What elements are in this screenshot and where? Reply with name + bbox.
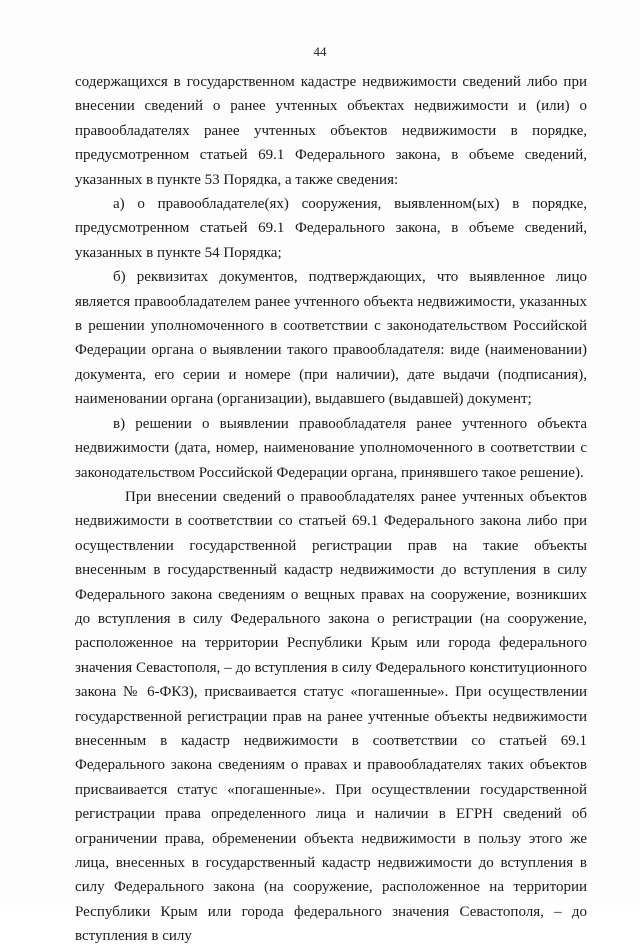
- paragraph-item-b: б) реквизитах документов, подтверждающих, что выявленное лицо является правообладателем ранее учтенного объекта недвижимости, указанных в решении уполномоченного в соответствии с законодательством Российской Федерации органа о выявлении такого правообладателя: виде (наименовании) документа, его серии и номере (при наличии), дате выдачи (подписания), наименовании органа (организации), выдавшего (выдавшей) документ;: [75, 269, 587, 408]
- paragraph-item-a: а) о правообладателе(ях) сооружения, выявленном(ых) в порядке, предусмотренном статьей 69.1 Федерального закона, в объеме сведений, указанных в пункте 54 Порядка;: [75, 196, 587, 261]
- paragraph-main: При внесении сведений о правообладателях ранее учтенных объектов недвижимости в соответствии со статьей 69.1 Федерального закона либо при осуществлении государственной регистрации прав на такие объекты внесенным в государственный кадастр недвижимости до вступления в силу Федерального закона сведениям о вещных правах на сооружение, возникших до вступления в силу Федерального закона о регистрации (на сооружение, расположенное на территории Республики Крым или города федерального значения Севастополя, – до вступления в силу Федерального конституционного закона № 6-ФКЗ), присваивается статус «погашенные». При осуществлении государственной регистрации прав на ранее учтенные объекты недвижимости внесенным в кадастр недвижимости в соответствии со статьей 69.1 Федерального закона сведениям о правах и правообладателях таких объектов присваивается статус «погашенные». При осуществлении государственной регистрации права определенного лица и наличии в ЕГРН сведений об ограничении права, обременении объекта недвижимости в пользу этого же лица, внесенных в государственный кадастр недвижимости до вступления в силу Федерального закона (на сооружение, расположенное на территории Республики Крым или города федерального значения Севастополя, – до вступления в силу: [75, 488, 587, 945]
- paragraph-item-v: в) решении о выявлении правообладателя ранее учтенного объекта недвижимости (дата, номер, наименование уполномоченного в соответствии с законодательством Российской Федерации органа, принявшего такое решение).: [75, 415, 587, 481]
- document-body: [75, 70, 587, 949]
- paragraph-continuation: содержащихся в государственном кадастре недвижимости сведений либо при внесении сведений о ранее учтенных объектах недвижимости и (или) о правообладателях ранее учтенных объектов недвижимости в порядке, предусмотренном статьей 69.1 Федерального закона, в объеме сведений, указанных в пункте 53 Порядка, а также сведения:: [75, 74, 587, 188]
- page-number: 44: [313, 44, 327, 59]
